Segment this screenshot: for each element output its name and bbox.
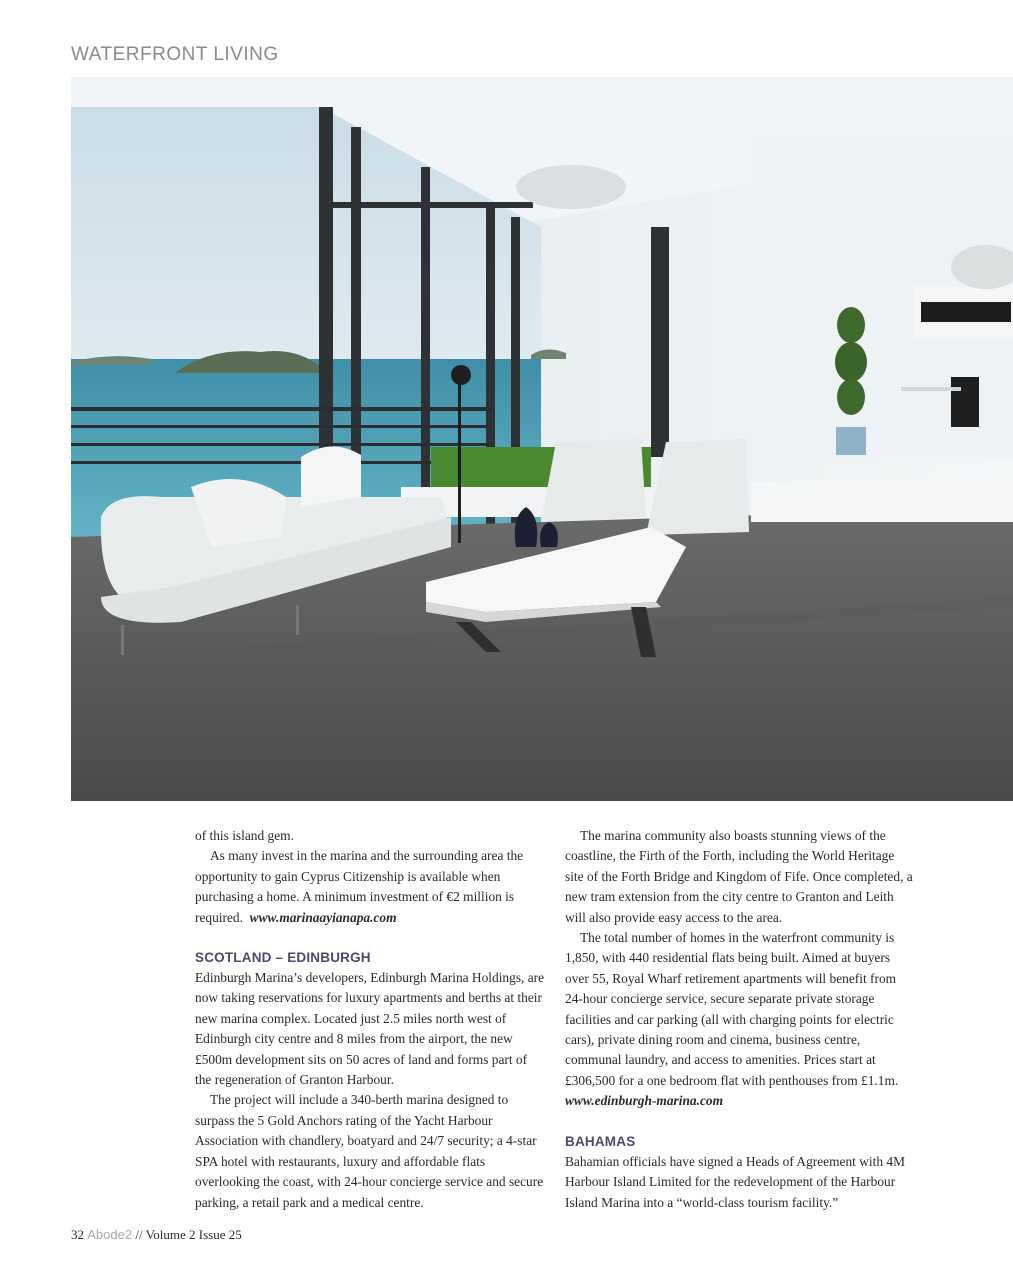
left-paragraph-3: Edinburgh Marina’s developers, Edinburgh Marina Holdings, are now taking reservations for luxury apartments and berths at their new marina complex. Located just 2.5 miles north west of Edinburgh city centre and 8 miles from the airport, the new £500m development sits on 50 acres of land and forms part of the regeneration of Granton Harbour. xyxy=(195,970,545,1088)
right-column xyxy=(565,826,915,1213)
edinburgh-marina-link[interactable]: www.edinburgh-marina.com xyxy=(565,1093,723,1109)
hero-image xyxy=(71,77,1013,801)
left-paragraph-1: of this island gem. xyxy=(195,828,294,843)
right-paragraph-3: Bahamian officials have signed a Heads of Agreement with 4M Harbour Island Limited for the redevelopment of the Harbour Island Marina into a “world-class tourism facility.” xyxy=(565,1153,906,1210)
left-paragraph-4: The project will include a 340-berth marina designed to surpass the 5 Gold Anchors rating of the Yacht Harbour Association with chandlery, boatyard and 24/7 security; a 4-star SPA hotel with restaurants, luxury and affordable flats overlooking the coast, with 24-hour concierge service and secure parking, a retail park and a medical centre. xyxy=(195,1092,544,1210)
left-paragraph-2: As many invest in the marina and the surrounding area the opportunity to gain Cyprus Citizenship is available when purchasing a home. A minimum investment of €2 million is required. www.marinaayianapa.com xyxy=(195,848,524,925)
page-number: 32 xyxy=(71,1227,84,1242)
heading-scotland-edinburgh: SCOTLAND – EDINBURGH xyxy=(195,950,371,966)
page-footer xyxy=(71,1227,242,1243)
issue-info: // Volume 2 Issue 25 xyxy=(135,1227,242,1242)
section-label: WATERFRONT LIVING xyxy=(71,44,279,65)
magazine-brand: Abode2 xyxy=(87,1227,133,1242)
right-paragraph-2: The total number of homes in the waterfront community is 1,850, with 440 residential flats being built. Aimed at buyers over 55, Royal Wharf retirement apartments will benefit from 24-hour concierge service, secure separate private storage facilities and car parking (all with charging points for electric cars), private dining room and cinema, business centre, communal laundry, and access to amenities. Prices start at £306,500 for a one bedroom flat with penthouses from £1.1m. www.edinburgh-marina.com xyxy=(565,930,899,1109)
marina-ayia-napa-link[interactable]: www.marinaayianapa.com xyxy=(249,909,397,925)
heading-bahamas: BAHAMAS xyxy=(565,1133,636,1149)
left-column xyxy=(195,826,545,1213)
right-paragraph-1: The marina community also boasts stunning views of the coastline, the Firth of the Forth, including the World Heritage site of the Forth Bridge and Kingdom of Fife. Once completed, a new tram extension from the city centre to Granton and Leith will also provide easy access to the area. xyxy=(565,828,913,925)
